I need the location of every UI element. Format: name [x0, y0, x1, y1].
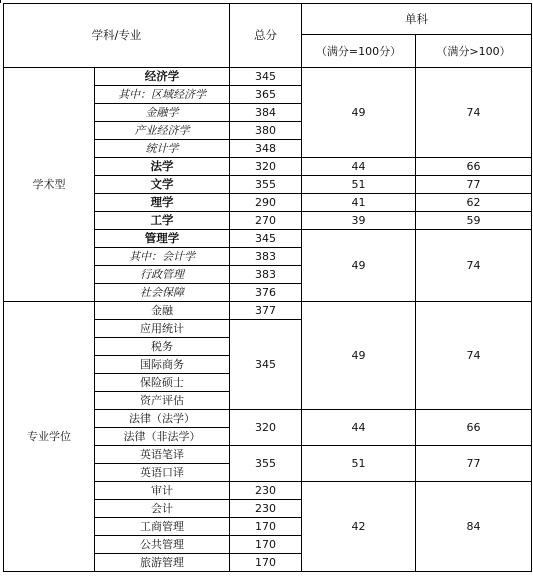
major-name: 产业经济学: [95, 122, 230, 140]
single-gt100: 62: [416, 194, 532, 212]
score-table-container: [3, 3, 532, 572]
single-le100: 39: [302, 212, 416, 230]
major-total: 170: [230, 518, 302, 536]
major-name: 应用统计: [95, 320, 230, 338]
single-le100: 51: [302, 446, 416, 482]
header-subject: 学科/专业: [4, 4, 230, 68]
major-name: 会计: [95, 500, 230, 518]
major-name: 法律（非法学）: [95, 428, 230, 446]
major-total: 384: [230, 104, 302, 122]
single-le100: 49: [302, 230, 416, 302]
major-name: 文学: [95, 176, 230, 194]
category-academic: 学术型: [4, 68, 95, 302]
major-name: 法学: [95, 158, 230, 176]
header-total: 总分: [230, 4, 302, 68]
major-name: 社会保障: [95, 284, 230, 302]
single-gt100: 74: [416, 230, 532, 302]
major-total: 383: [230, 266, 302, 284]
major-total: 380: [230, 122, 302, 140]
major-name: 旅游管理: [95, 554, 230, 572]
single-le100: 44: [302, 410, 416, 446]
major-name: 资产评估: [95, 392, 230, 410]
single-gt100: 59: [416, 212, 532, 230]
major-total: 348: [230, 140, 302, 158]
major-name: 其中：会计学: [95, 248, 230, 266]
major-total: 290: [230, 194, 302, 212]
single-le100: 41: [302, 194, 416, 212]
major-name: 管理学: [95, 230, 230, 248]
header-single-le100: （满分=100分）: [302, 35, 416, 68]
major-total: 383: [230, 248, 302, 266]
major-total: 320: [230, 158, 302, 176]
major-total: 230: [230, 500, 302, 518]
major-name: 法律（法学）: [95, 410, 230, 428]
major-name: 英语口译: [95, 464, 230, 482]
category-professional: 专业学位: [4, 302, 95, 572]
major-total: 170: [230, 536, 302, 554]
major-total: 345: [230, 320, 302, 410]
header-single: 单科: [302, 4, 532, 35]
single-gt100: 74: [416, 302, 532, 410]
major-name: 行政管理: [95, 266, 230, 284]
single-gt100: 77: [416, 446, 532, 482]
single-gt100: 84: [416, 482, 532, 572]
major-total: 376: [230, 284, 302, 302]
major-total: 345: [230, 230, 302, 248]
major-name: 金融学: [95, 104, 230, 122]
major-name: 税务: [95, 338, 230, 356]
single-le100: 49: [302, 68, 416, 158]
major-total: 365: [230, 86, 302, 104]
major-total: 170: [230, 554, 302, 572]
single-le100: 44: [302, 158, 416, 176]
major-total: 377: [230, 302, 302, 320]
major-name: 英语笔译: [95, 446, 230, 464]
single-gt100: 66: [416, 158, 532, 176]
single-gt100: 66: [416, 410, 532, 446]
major-name: 审计: [95, 482, 230, 500]
single-gt100: 74: [416, 68, 532, 158]
header-single-gt100: （满分>100）: [416, 35, 532, 68]
single-le100: 51: [302, 176, 416, 194]
single-le100: 42: [302, 482, 416, 572]
major-name: 金融: [95, 302, 230, 320]
major-name: 保险硕士: [95, 374, 230, 392]
single-le100: 49: [302, 302, 416, 410]
major-name: 工学: [95, 212, 230, 230]
major-total: 320: [230, 410, 302, 446]
major-name: 统计学: [95, 140, 230, 158]
major-total: 230: [230, 482, 302, 500]
major-total: 355: [230, 176, 302, 194]
major-name: 经济学: [95, 68, 230, 86]
major-name: 国际商务: [95, 356, 230, 374]
single-gt100: 77: [416, 176, 532, 194]
major-name: 其中：区域经济学: [95, 86, 230, 104]
major-total: 355: [230, 446, 302, 482]
score-table: [3, 3, 532, 572]
major-name: 公共管理: [95, 536, 230, 554]
major-total: 345: [230, 68, 302, 86]
major-name: 工商管理: [95, 518, 230, 536]
major-total: 270: [230, 212, 302, 230]
major-name: 理学: [95, 194, 230, 212]
